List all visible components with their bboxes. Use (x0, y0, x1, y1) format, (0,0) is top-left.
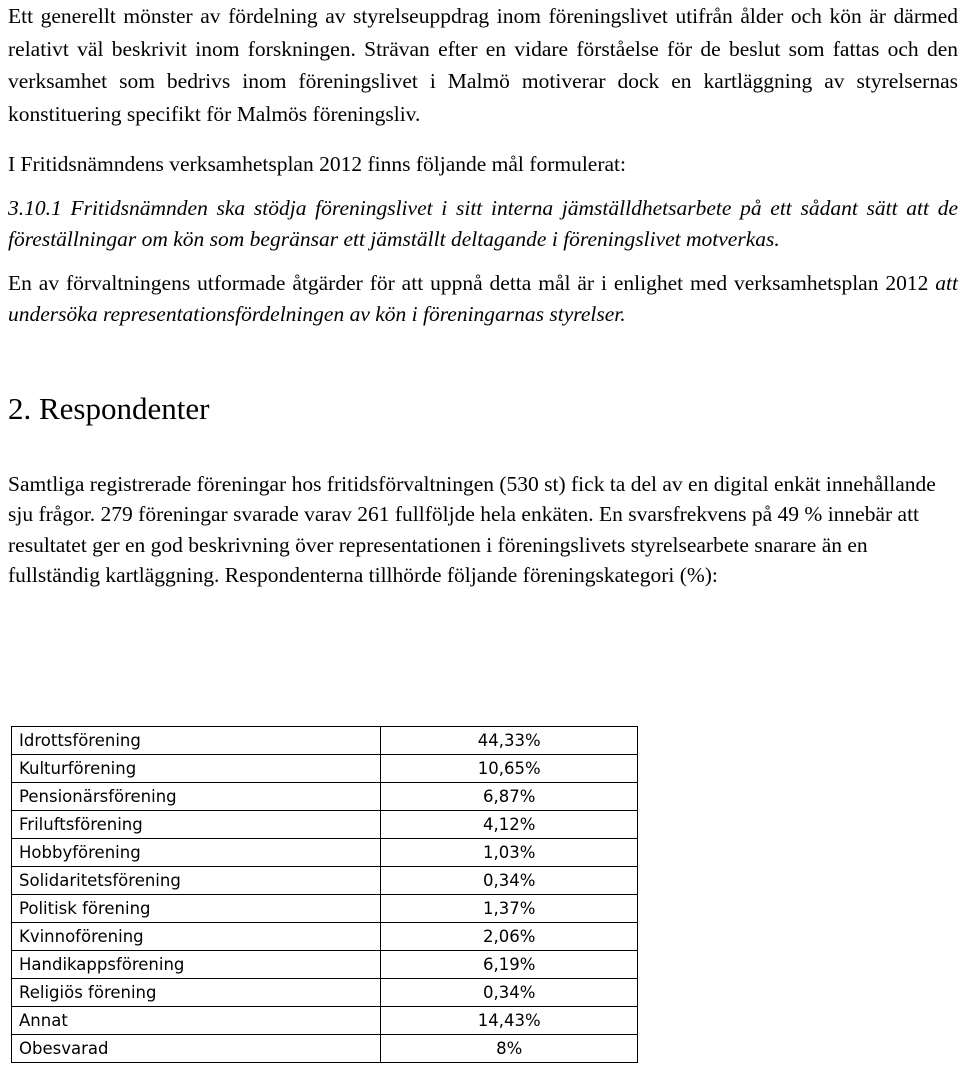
table-row (12, 754, 638, 782)
category-cell: Kvinnoförening (12, 922, 381, 950)
goal-quote: 3.10.1 Fritidsnämnden ska stödja föreningslivet i sitt interna jämställdhetsarbete på ett sådant sätt att de föreställningar om kön som begränsar ett jämställt deltagande i föreningslivet motverkas. (8, 195, 958, 251)
category-cell: Religiös förening (12, 978, 381, 1006)
category-table-container (11, 722, 638, 1063)
value-cell: 0,34% (381, 866, 638, 894)
category-cell: Politisk förening (12, 894, 381, 922)
value-cell: 8% (381, 1034, 638, 1062)
value-cell: 14,43% (381, 1006, 638, 1034)
measure-italic-text: att undersöka representationsfördelningen av kön i föreningarnas styrelser. (8, 270, 958, 326)
table-row (12, 726, 638, 754)
plan-intro-paragraph: I Fritidsnämndens verksamhetsplan 2012 finns följande mål formulerat: (8, 152, 626, 176)
category-cell: Obesvarad (12, 1034, 381, 1062)
category-cell: Solidaritetsförening (12, 866, 381, 894)
table-row (12, 866, 638, 894)
category-cell: Kulturförening (12, 754, 381, 782)
respondents-paragraph: Samtliga registrerade föreningar hos fritidsförvaltningen (530 st) fick ta del av en digital enkät innehållande sju frågor. 279 föreningar svarade varav 261 fullföljde hela enkäten. En svarsfrekvens på 49 % innebär att resultatet ger en god beskrivning över representationen i föreningslivets styrelsearbete snarare än en fullständig kartläggning. Respondenterna tillhörde följande föreningskategori (%): (8, 471, 936, 588)
category-table (11, 722, 638, 1063)
document-page (8, 0, 958, 591)
table-row (12, 978, 638, 1006)
value-cell: 6,87% (381, 782, 638, 810)
table-row (12, 894, 638, 922)
value-cell: 6,19% (381, 950, 638, 978)
category-cell: Idrottsförening (12, 726, 381, 754)
category-cell: Annat (12, 1006, 381, 1034)
value-cell: 1,37% (381, 894, 638, 922)
value-cell: 4,12% (381, 810, 638, 838)
table-row (12, 922, 638, 950)
value-cell: 10,65% (381, 754, 638, 782)
value-cell: 1,03% (381, 838, 638, 866)
intro-paragraph: Ett generellt mönster av fördelning av styrelseuppdrag inom föreningslivet utifrån ålder och kön är därmed relativt väl beskrivit inom forskningen. Strävan efter en vidare förståelse för de beslut som fattas och den verksamhet som bedrivs inom föreningslivet i Malmö motiverar dock en kartläggning av styrelsernas konstituering specifikt för Malmös föreningsliv. (8, 4, 958, 126)
category-cell: Pensionärsförening (12, 782, 381, 810)
category-table-body (12, 722, 638, 1062)
section-heading: 2. Respondenter (8, 390, 210, 426)
category-cell: Hobbyförening (12, 838, 381, 866)
value-cell: 2,06% (381, 922, 638, 950)
value-cell: 44,33% (381, 726, 638, 754)
table-row (12, 810, 638, 838)
measure-text: En av förvaltningens utformade åtgärder för att uppnå detta mål är i enlighet med verksamhetsplan 2012 (8, 270, 936, 295)
category-cell: Handikappsförening (12, 950, 381, 978)
table-row (12, 1034, 638, 1062)
table-row (12, 838, 638, 866)
table-row (12, 950, 638, 978)
table-row (12, 1006, 638, 1034)
value-cell: 0,34% (381, 978, 638, 1006)
category-cell: Friluftsförening (12, 810, 381, 838)
measure-paragraph (8, 268, 958, 331)
table-row (12, 782, 638, 810)
